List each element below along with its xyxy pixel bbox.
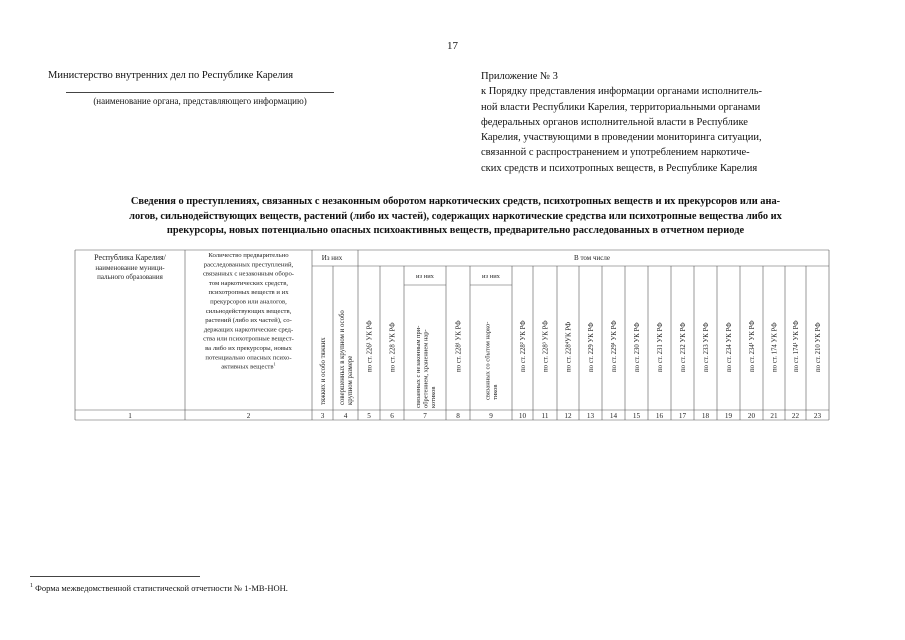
header-col-18: по ст. 233 УК РФ xyxy=(702,322,710,372)
header-col-9: тиков xyxy=(492,384,500,400)
column-number: 21 xyxy=(770,412,778,420)
header-col2-line: ства или психотропные вещест- xyxy=(203,335,294,343)
appendix-line: федеральных органов исполнительной власти в Республике xyxy=(481,116,748,128)
report-title-line: Сведения о преступлениях, связанных с незаконным оборотом наркотических средств, психотропных веществ и их прекурсоров или ана- xyxy=(130,196,781,207)
header-col-16: по ст. 231 УК РФ xyxy=(656,322,664,372)
footnote xyxy=(30,583,288,593)
header-col2-line: сильнодействующих веществ, xyxy=(205,307,292,315)
header-col-5: по ст. 226¹ УК РФ xyxy=(366,320,374,372)
column-number: 17 xyxy=(678,412,687,420)
column-number-row xyxy=(128,412,821,420)
footnote-rule xyxy=(30,576,200,577)
header-col1-line: наименование муници- xyxy=(95,264,165,272)
column-number: 11 xyxy=(541,412,549,420)
header-col-9: связанных со сбытом нарко- xyxy=(484,321,492,400)
footnote-mark: 1 xyxy=(273,361,276,367)
header-col2-line: активных веществ$^1$ xyxy=(221,361,276,371)
header-col2-line: ва либо их прекурсоры, новых xyxy=(205,345,292,352)
header-col-21: по ст. 174 УК РФ xyxy=(771,322,779,372)
footnote-mark: 1 xyxy=(30,583,33,590)
header-col-6: по ст. 228 УК РФ xyxy=(389,322,397,372)
header-col-13: по ст. 229 УК РФ xyxy=(587,322,595,372)
header-col-4: совершенных в крупном и особо xyxy=(338,310,346,405)
report-title-line: логов, сильнодействующих веществ, растений (либо их частей), содержащих наркотические средства или психотропные вещества либо их xyxy=(129,210,782,222)
column-number: 13 xyxy=(586,412,595,420)
appendix-line: связанной с распространением и употреблением наркотиче- xyxy=(481,147,750,159)
header-col-11: по ст. 228³ УК РФ xyxy=(542,320,550,372)
footnote-text: Форма межведомственной статистической отчетности № 1-МВ-НОН. xyxy=(35,583,288,593)
header-col-23: по ст. 210 УК РФ xyxy=(814,322,822,372)
header-col-17: по ст. 232 УК РФ xyxy=(679,322,687,372)
column-number: 16 xyxy=(655,412,664,420)
header-col-7: связанных с незаконным при- xyxy=(414,325,422,408)
header-col2-line: связанных с незаконным оборо- xyxy=(202,270,295,278)
header-iz-nih: Из них xyxy=(321,254,343,262)
column-number: 8 xyxy=(456,412,460,420)
column-number: 19 xyxy=(724,412,733,420)
header-col2-line: расследованных преступлений, xyxy=(203,261,294,269)
header-col-10: по ст. 228² УК РФ xyxy=(519,320,527,372)
header-col-12: по ст. 228⁴УК РФ xyxy=(565,321,573,372)
appendix-line: Карелия, участвующими в проведении мониторинга ситуации, xyxy=(481,132,762,144)
header-col1-line: Республика Карелия/ xyxy=(94,253,166,262)
agency-caption: (наименование органа, представляющего информацию) xyxy=(93,96,307,106)
column-number: 4 xyxy=(343,412,348,420)
column-number: 6 xyxy=(390,412,394,420)
column-number: 15 xyxy=(632,412,641,420)
header-iz-nih-sub: из них xyxy=(416,273,434,280)
column-number: 14 xyxy=(609,412,618,420)
report-title-line: прекурсоры, новых потенциально опасных психоактивных веществ, предварительно расследованных в отчетном периоде xyxy=(166,225,745,236)
header-col-3: тяжких и особо тяжких xyxy=(319,337,327,405)
header-col2-line: том наркотических средств, xyxy=(208,279,289,287)
column-number: 23 xyxy=(813,412,822,420)
header-col-7: обретением, хранением нар- xyxy=(422,329,430,408)
header-col2-line: держащих наркотические сред- xyxy=(203,326,294,334)
header-col-22: по ст. 174¹ УК РФ xyxy=(792,320,800,372)
column-number: 22 xyxy=(791,412,800,420)
page-number: 17 xyxy=(447,40,458,52)
header-col2-line: растений (либо их частей), со- xyxy=(205,317,292,325)
column-number: 9 xyxy=(489,412,493,420)
column-number: 10 xyxy=(518,412,527,420)
appendix-line: ной власти Республики Карелия, территориальными органами xyxy=(481,101,761,113)
column-number: 1 xyxy=(128,412,132,420)
header-col-20: по ст. 234¹ УК РФ xyxy=(748,320,756,372)
header-col2-line: Количество предварительно xyxy=(208,252,289,259)
header-col2-line: прекурсоров или аналогов, xyxy=(210,298,287,306)
column-number: 18 xyxy=(701,412,710,420)
header-col-4: крупном размере xyxy=(346,355,354,405)
appendix-line: Приложение № 3 xyxy=(481,71,558,82)
table-grid xyxy=(75,250,829,420)
header-col1-line: пального образования xyxy=(97,273,163,281)
appendix-line: ских средств и психотропных веществ, в Республике Карелия xyxy=(481,162,758,174)
column-number: 2 xyxy=(246,412,251,420)
column-number: 7 xyxy=(423,412,427,420)
column-number: 20 xyxy=(747,412,756,420)
header-col-19: по ст. 234 УК РФ xyxy=(725,322,733,372)
header-col-15: по ст. 230 УК РФ xyxy=(633,322,641,372)
appendix-line: к Порядку представления информации органами исполнитель- xyxy=(481,86,762,98)
header-col2-line: потенциально опасных психо- xyxy=(205,354,292,362)
column-number: 3 xyxy=(320,412,325,420)
header-iz-nih-sub: из них xyxy=(482,273,500,280)
header-col-14: по ст. 229¹ УК РФ xyxy=(610,320,618,372)
header-v-tom-chisle: В том числе xyxy=(574,254,610,262)
reporting-agency-name: Министерство внутренних дел по Республике Карелия xyxy=(48,70,294,81)
header-col2-line: психотропных веществ и их xyxy=(208,289,289,297)
header-col-1 xyxy=(94,253,167,281)
column-number: 5 xyxy=(367,412,371,420)
header-col-7: котиков xyxy=(429,386,437,408)
vertical-headers xyxy=(320,310,822,408)
header-col-2 xyxy=(203,252,294,371)
header-col-8: по ст. 228¹ УК РФ xyxy=(455,320,463,372)
column-number: 12 xyxy=(564,412,572,420)
